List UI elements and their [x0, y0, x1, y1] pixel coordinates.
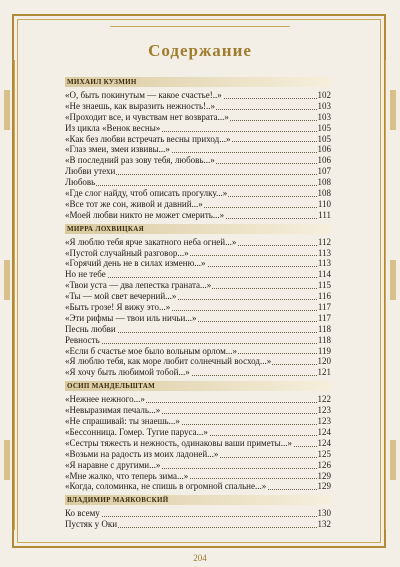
entry-page: 121 [317, 367, 331, 378]
ornament-bar [4, 260, 10, 300]
entry-page: 118 [317, 323, 331, 334]
toc-entry [65, 519, 331, 530]
entry-title: «Горячий день не в силах изменю...» [65, 258, 206, 269]
entry-title: «Эти рифмы — твои иль ничьи...» [65, 312, 197, 323]
entry-page: 125 [317, 448, 331, 459]
toc-entry [65, 166, 331, 177]
entry-page: 106 [317, 155, 331, 166]
toc-entry [65, 188, 331, 199]
toc-entry [65, 144, 331, 155]
entry-title: «Глаз змеи, змеи извивы...» [65, 144, 170, 155]
toc-entry [65, 460, 331, 471]
toc-entry [65, 438, 331, 449]
entry-title: Но не тебе [65, 269, 106, 280]
table-of-contents [65, 77, 331, 530]
ornament-bar [4, 440, 10, 480]
entry-page: 105 [317, 122, 331, 133]
entry-title: «Когда, соломинка, не спишь в огромной спальне...» [65, 481, 267, 492]
entry-page: 115 [317, 280, 331, 291]
entry-title: «Твои уста — два лепестка граната...» [65, 280, 212, 291]
entry-page: 107 [317, 166, 331, 177]
entry-title: «Ты — мой свет вечерний...» [65, 291, 177, 302]
toc-entry [65, 280, 331, 291]
entry-title: «Нежнее нежного...» [65, 394, 145, 405]
entry-title: «Я люблю тебя ярче закатного неба огней...» [65, 236, 237, 247]
right-ornament [385, 60, 400, 530]
entry-title: «Пустой случайный разговор...» [65, 247, 189, 258]
entry-title: «Как без любви встречать весны приход...» [65, 133, 231, 144]
entry-title: «Не знаешь, как выразить нежность!..» [65, 100, 216, 111]
entry-page: 103 [317, 111, 331, 122]
entry-page: 129 [317, 470, 331, 481]
entry-title: «Я люблю тебя, как море любит солнечный восход...» [65, 356, 272, 367]
entry-page: 123 [317, 416, 331, 427]
leader-dots [65, 343, 331, 344]
entry-title: «Все тот же сон, живой и давний...» [65, 198, 203, 209]
entry-page: 126 [317, 459, 331, 470]
entry-page: 124 [317, 437, 331, 448]
section-author: ОСИП МАНДЕЛЬШТАМ [65, 381, 331, 391]
entry-page: 122 [317, 394, 331, 405]
entry-title: Пустяк у Оки [65, 519, 118, 530]
entry-title: Из цикла «Венок весны» [65, 122, 161, 133]
toc-entry [65, 481, 331, 492]
entry-page: 105 [317, 133, 331, 144]
toc-entry [65, 291, 331, 302]
toc-entry [65, 237, 331, 248]
entry-title: «Где слог найду, чтоб описать прогулку...» [65, 188, 228, 199]
leader-dots [65, 516, 331, 517]
entry-title: «Сестры тяжесть и нежность, одинаковы ваши приметы...» [65, 437, 292, 448]
toc-entry [65, 405, 331, 416]
toc-entry [65, 346, 331, 357]
toc-entry [65, 199, 331, 210]
entry-title: «Моей любви никто не может смерить...» [65, 209, 225, 220]
toc-entry [65, 101, 331, 112]
entry-title: «Невыразимая печаль...» [65, 405, 161, 416]
entry-page: 124 [317, 426, 331, 437]
page-number: 204 [193, 553, 207, 563]
toc-entry [65, 416, 331, 427]
entry-title: «Если б счастье мое было вольным орлом...» [65, 345, 238, 356]
toc-entry [65, 394, 331, 405]
toc-entry [65, 155, 331, 166]
toc-entry [65, 335, 331, 346]
entry-title: Песнь любви [65, 323, 116, 334]
entry-page: 130 [317, 508, 331, 519]
entry-title: «В последний раз зову тебя, любовь...» [65, 155, 215, 166]
toc-entry [65, 248, 331, 259]
entry-page: 118 [317, 334, 331, 345]
entry-title: Любви утехи [65, 166, 116, 177]
ornament-bar [4, 90, 10, 130]
entry-page: 120 [317, 356, 331, 367]
entry-page: 116 [317, 291, 331, 302]
entry-title: Ревность [65, 334, 100, 345]
entry-title: «Я наравне с другими...» [65, 459, 161, 470]
page-title: Содержание [148, 41, 252, 60]
entry-title: «Не спрашивай: ты знаешь...» [65, 416, 180, 427]
entry-title: «Проходит все, и чувствам нет возврата...» [65, 111, 229, 122]
toc-entry [65, 427, 331, 438]
entry-page: 108 [317, 177, 331, 188]
toc-entry [65, 508, 331, 519]
entry-title: Ко всему [65, 508, 100, 519]
ornament-bar [390, 440, 396, 480]
entry-page: 129 [317, 481, 331, 492]
entry-page: 110 [317, 198, 331, 209]
entry-title: «Я хочу быть любимой тобой...» [65, 367, 190, 378]
entry-page: 117 [317, 302, 331, 313]
entry-page: 119 [317, 345, 331, 356]
toc-entry [65, 112, 331, 123]
entry-title: «Возьми на радость из моих ладоней...» [65, 448, 219, 459]
entry-page: 114 [317, 269, 331, 280]
section-author: МИХАИЛ КУЗМИН [65, 77, 331, 87]
section-author: ВЛАДИМИР МАЯКОВСКИЙ [65, 495, 331, 505]
toc-entry [65, 449, 331, 460]
toc-entry [65, 258, 331, 269]
entry-page: 106 [317, 144, 331, 155]
toc-entry [65, 471, 331, 482]
entry-page: 111 [318, 209, 331, 220]
entry-page: 103 [317, 100, 331, 111]
toc-entry [65, 302, 331, 313]
toc-entry [65, 90, 331, 101]
toc-entry [65, 367, 331, 378]
entry-title: «Бессонница. Гомер. Тугие паруса...» [65, 426, 208, 437]
entry-title: «Мне жалко, что теперь зима...» [65, 470, 189, 481]
toc-entry [65, 269, 331, 280]
toc-entry [65, 177, 331, 188]
toc-entry [65, 210, 331, 221]
toc-entry [65, 324, 331, 335]
top-ornament [110, 6, 290, 27]
entry-page: 108 [317, 188, 331, 199]
entry-page: 113 [317, 247, 331, 258]
toc-entry [65, 313, 331, 324]
section-author: МИРРА ЛОХВИЦКАЯ [65, 224, 331, 234]
entry-page: 132 [317, 519, 331, 530]
entry-title: «Быть грозе! Я вижу это...» [65, 302, 171, 313]
ornament-bar [390, 90, 396, 130]
entry-title: Любовь [65, 177, 96, 188]
toc-entry [65, 123, 331, 134]
left-ornament [0, 60, 15, 530]
entry-page: 102 [317, 90, 331, 100]
entry-title: «О, быть покинутым — какое счастье!..» [65, 90, 222, 100]
ornament-bar [390, 260, 396, 300]
leader-dots [65, 185, 331, 186]
toc-entry [65, 134, 331, 145]
entry-page: 117 [317, 312, 331, 323]
toc-entry [65, 356, 331, 367]
entry-page: 123 [317, 405, 331, 416]
entry-page: 112 [317, 236, 331, 247]
entry-page: 113 [317, 258, 331, 269]
